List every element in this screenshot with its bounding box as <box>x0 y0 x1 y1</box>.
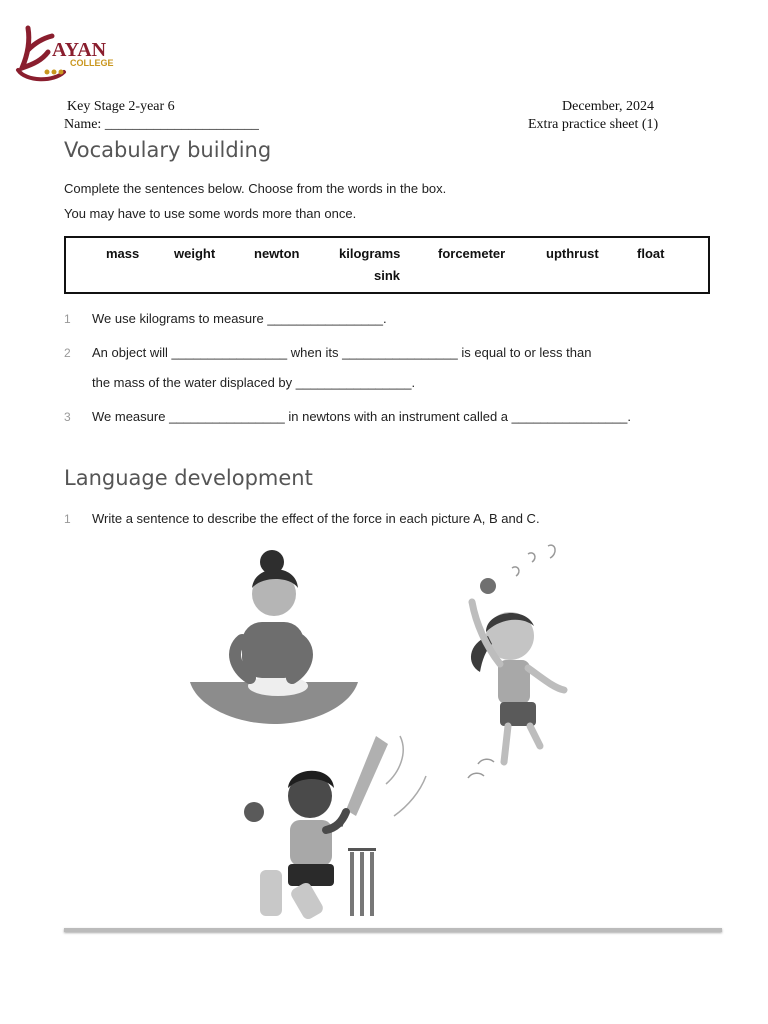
college-logo <box>14 20 126 84</box>
logo-subtext: COLLEGE <box>70 58 114 68</box>
word-item: kilograms <box>339 246 401 261</box>
word-item: float <box>637 246 665 261</box>
word-item: mass <box>106 246 140 261</box>
word-item: weight <box>174 246 216 261</box>
word-item: upthrust <box>546 246 599 261</box>
logo-text: AYAN <box>52 39 107 61</box>
question-text: We use kilograms to measure ________________. <box>92 311 387 326</box>
jumping-catch-picture <box>468 545 564 778</box>
language-heading: Language development <box>64 466 313 490</box>
question-text: the mass of the water displaced by ________________. <box>92 375 416 390</box>
name-field-label: Name: ______________________ <box>64 117 259 132</box>
word-box <box>64 236 710 294</box>
instruction-1: Complete the sentences below. Choose from the words in the box. <box>64 181 447 196</box>
question-number: 1 <box>64 512 71 526</box>
vocabulary-heading: Vocabulary building <box>64 138 272 162</box>
force-illustration <box>150 540 620 925</box>
key-stage-label: Key Stage 2-year 6 <box>67 99 175 114</box>
question-text: Write a sentence to describe the effect of the force in each picture A, B and C. <box>92 511 540 526</box>
word-item: newton <box>254 246 300 261</box>
sheet-title: Extra practice sheet (1) <box>528 117 659 132</box>
word-item: sink <box>374 268 401 283</box>
cricket-batting-picture <box>244 736 426 921</box>
footer-divider <box>64 928 722 932</box>
date-label: December, 2024 <box>562 99 654 114</box>
kneading-dough-picture <box>190 550 358 724</box>
question-text: We measure ________________ in newtons with an instrument called a ________________. <box>92 409 631 424</box>
question-number: 1 <box>64 312 71 326</box>
question-number: 3 <box>64 410 71 424</box>
instruction-2: You may have to use some words more than once. <box>64 206 357 221</box>
word-item: forcemeter <box>438 246 506 261</box>
question-text: An object will ________________ when its ________________ is equal to or less than <box>92 345 592 360</box>
question-number: 2 <box>64 346 71 360</box>
